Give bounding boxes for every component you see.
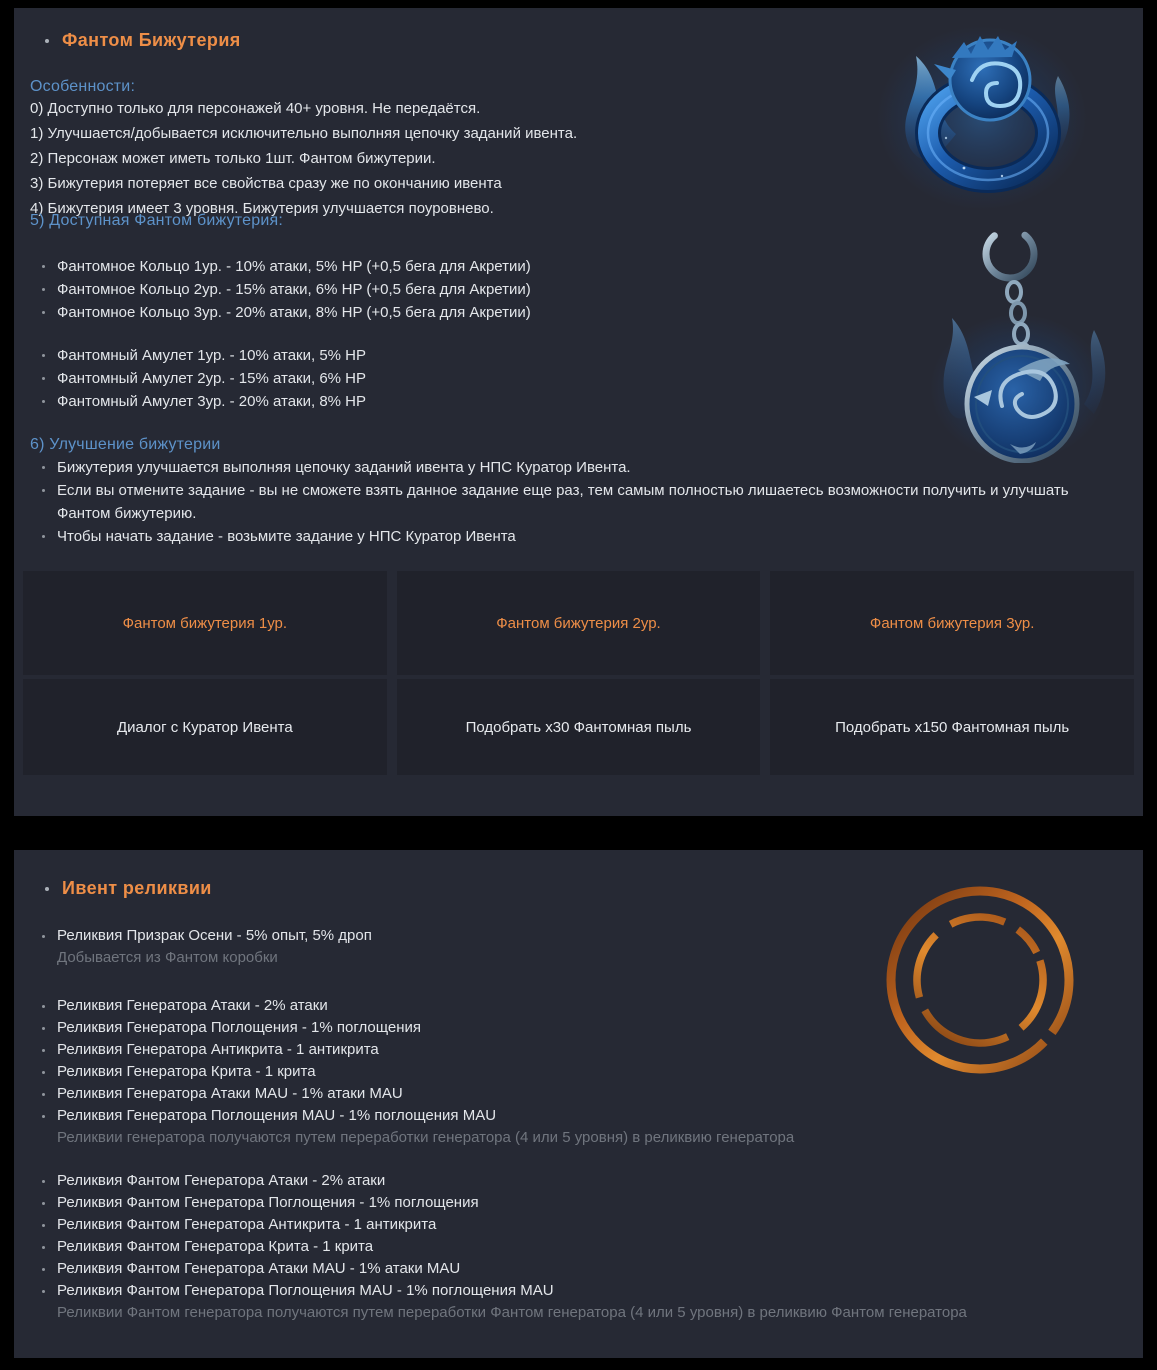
list-item: Реликвия Фантом Генератора Поглощения - 1% поглощения xyxy=(41,1192,967,1214)
card-task: Диалог с Куратор Ивента xyxy=(23,679,387,775)
card-title: Фантом бижутерия 3ур. xyxy=(770,571,1134,675)
list-item: Реликвия Генератора Поглощения - 1% поглощения xyxy=(41,1017,794,1039)
relic-group-autumn xyxy=(41,925,372,969)
list-item: Фантомное Кольцо 3ур. - 20% атаки, 8% HP (+0,5 бега для Акретии) xyxy=(41,301,531,324)
relic-note: Добывается из Фантом коробки xyxy=(57,949,278,966)
list-item: Реликвия Генератора Атаки - 2% атаки xyxy=(41,995,794,1017)
relic-note: Реликвии генератора получаются путем переработки генератора (4 или 5 уровня) в реликвию генератора xyxy=(57,1129,795,1146)
list-item: Чтобы начать задание - возьмите задание у НПС Куратор Ивента xyxy=(41,525,1119,548)
phantom-dragon-ring-image xyxy=(872,18,1097,213)
panel-title-row xyxy=(45,878,212,899)
features-list xyxy=(30,96,577,221)
list-item: Реликвия Фантом Генератора Антикрита - 1 антикрита xyxy=(41,1214,967,1236)
list-item: Фантомное Кольцо 1ур. - 10% атаки, 5% HP (+0,5 бега для Акретии) xyxy=(41,255,531,278)
list-item: Если вы отмените задание - вы не сможете взять данное задание еще раз, тем самым полностью лишаетесь возможности получить и улучшать Фантом бижутерию. xyxy=(41,479,1119,525)
card-task: Подобрать х150 Фантомная пыль xyxy=(770,679,1134,775)
features-heading: Особенности: xyxy=(30,78,136,95)
panel-title-row xyxy=(45,30,241,51)
card-title: Фантом бижутерия 2ур. xyxy=(397,571,761,675)
relic-group-generator xyxy=(41,995,794,1149)
panel-title: Ивент реликвии xyxy=(62,878,212,898)
list-item: Реликвия Призрак Осени - 5% опыт, 5% дроп xyxy=(41,925,372,947)
list-item: Фантомный Амулет 3ур. - 20% атаки, 8% HP xyxy=(41,390,366,413)
feature-line: 3) Бижутерия потеряет все свойства сразу же по окончанию ивента xyxy=(30,175,502,192)
bullet-dot-icon xyxy=(45,887,49,891)
card-task: Подобрать х30 Фантомная пыль xyxy=(397,679,761,775)
feature-line: 4) Бижутерия имеет 3 уровня. Бижутерия улучшается поуровнево. xyxy=(30,200,494,217)
available-jewelry-heading: 5) Доступная Фантом бижутерия: xyxy=(30,212,283,229)
phantom-jewelry-panel xyxy=(14,8,1143,816)
panel-title: Фантом Бижутерия xyxy=(62,30,241,50)
relic-list xyxy=(41,925,372,947)
list-item: Реликвия Генератора Крита - 1 крита xyxy=(41,1061,794,1083)
list-item: Реликвия Фантом Генератора Атаки - 2% атаки xyxy=(41,1170,967,1192)
bullet-dot-icon xyxy=(45,39,49,43)
list-item: Реликвия Генератора Поглощения MAU - 1% поглощения MAU xyxy=(41,1105,794,1127)
list-item: Бижутерия улучшается выполняя цепочку заданий ивента у НПС Куратор Ивента. xyxy=(41,456,1119,479)
relic-group-phantom-generator xyxy=(41,1170,967,1324)
list-item: Фантомный Амулет 2ур. - 15% атаки, 6% HP xyxy=(41,367,366,390)
feature-line: 2) Персонаж может иметь только 1шт. Фантом бижутерии. xyxy=(30,150,436,167)
ring-list xyxy=(41,255,531,324)
relic-note: Реликвии Фантом генератора получаются путем переработки Фантом генератора (4 или 5 уровня) в реликвию Фантом генератора xyxy=(57,1304,967,1321)
relic-list xyxy=(41,1170,967,1302)
list-item: Реликвия Фантом Генератора Крита - 1 крита xyxy=(41,1236,967,1258)
feature-line: 1) Улучшается/добывается исключительно выполняя цепочку заданий ивента. xyxy=(30,125,578,142)
phantom-dragon-amulet-image xyxy=(922,218,1107,463)
list-item: Фантомное Кольцо 2ур. - 15% атаки, 6% HP (+0,5 бега для Акретии) xyxy=(41,278,531,301)
amulet-list xyxy=(41,344,366,413)
list-item: Фантомный Амулет 1ур. - 10% атаки, 5% HP xyxy=(41,344,366,367)
list-item: Реликвия Генератора Антикрита - 1 антикрита xyxy=(41,1039,794,1061)
feature-line: 0) Доступно только для персонажей 40+ уровня. Не передаётся. xyxy=(30,100,481,117)
list-item: Реликвия Фантом Генератора Атаки MAU - 1% атаки MAU xyxy=(41,1258,967,1280)
event-relics-panel xyxy=(14,850,1143,1358)
copper-circle-emblem-image xyxy=(880,880,1080,1080)
upgrade-heading: 6) Улучшение бижутерии xyxy=(30,436,221,453)
card-title: Фантом бижутерия 1ур. xyxy=(23,571,387,675)
list-item: Реликвия Фантом Генератора Поглощения MAU - 1% поглощения MAU xyxy=(41,1280,967,1302)
quest-cards-grid xyxy=(23,571,1134,775)
list-item: Реликвия Генератора Атаки MAU - 1% атаки MAU xyxy=(41,1083,794,1105)
relic-list xyxy=(41,995,794,1127)
upgrade-list xyxy=(41,456,1119,548)
